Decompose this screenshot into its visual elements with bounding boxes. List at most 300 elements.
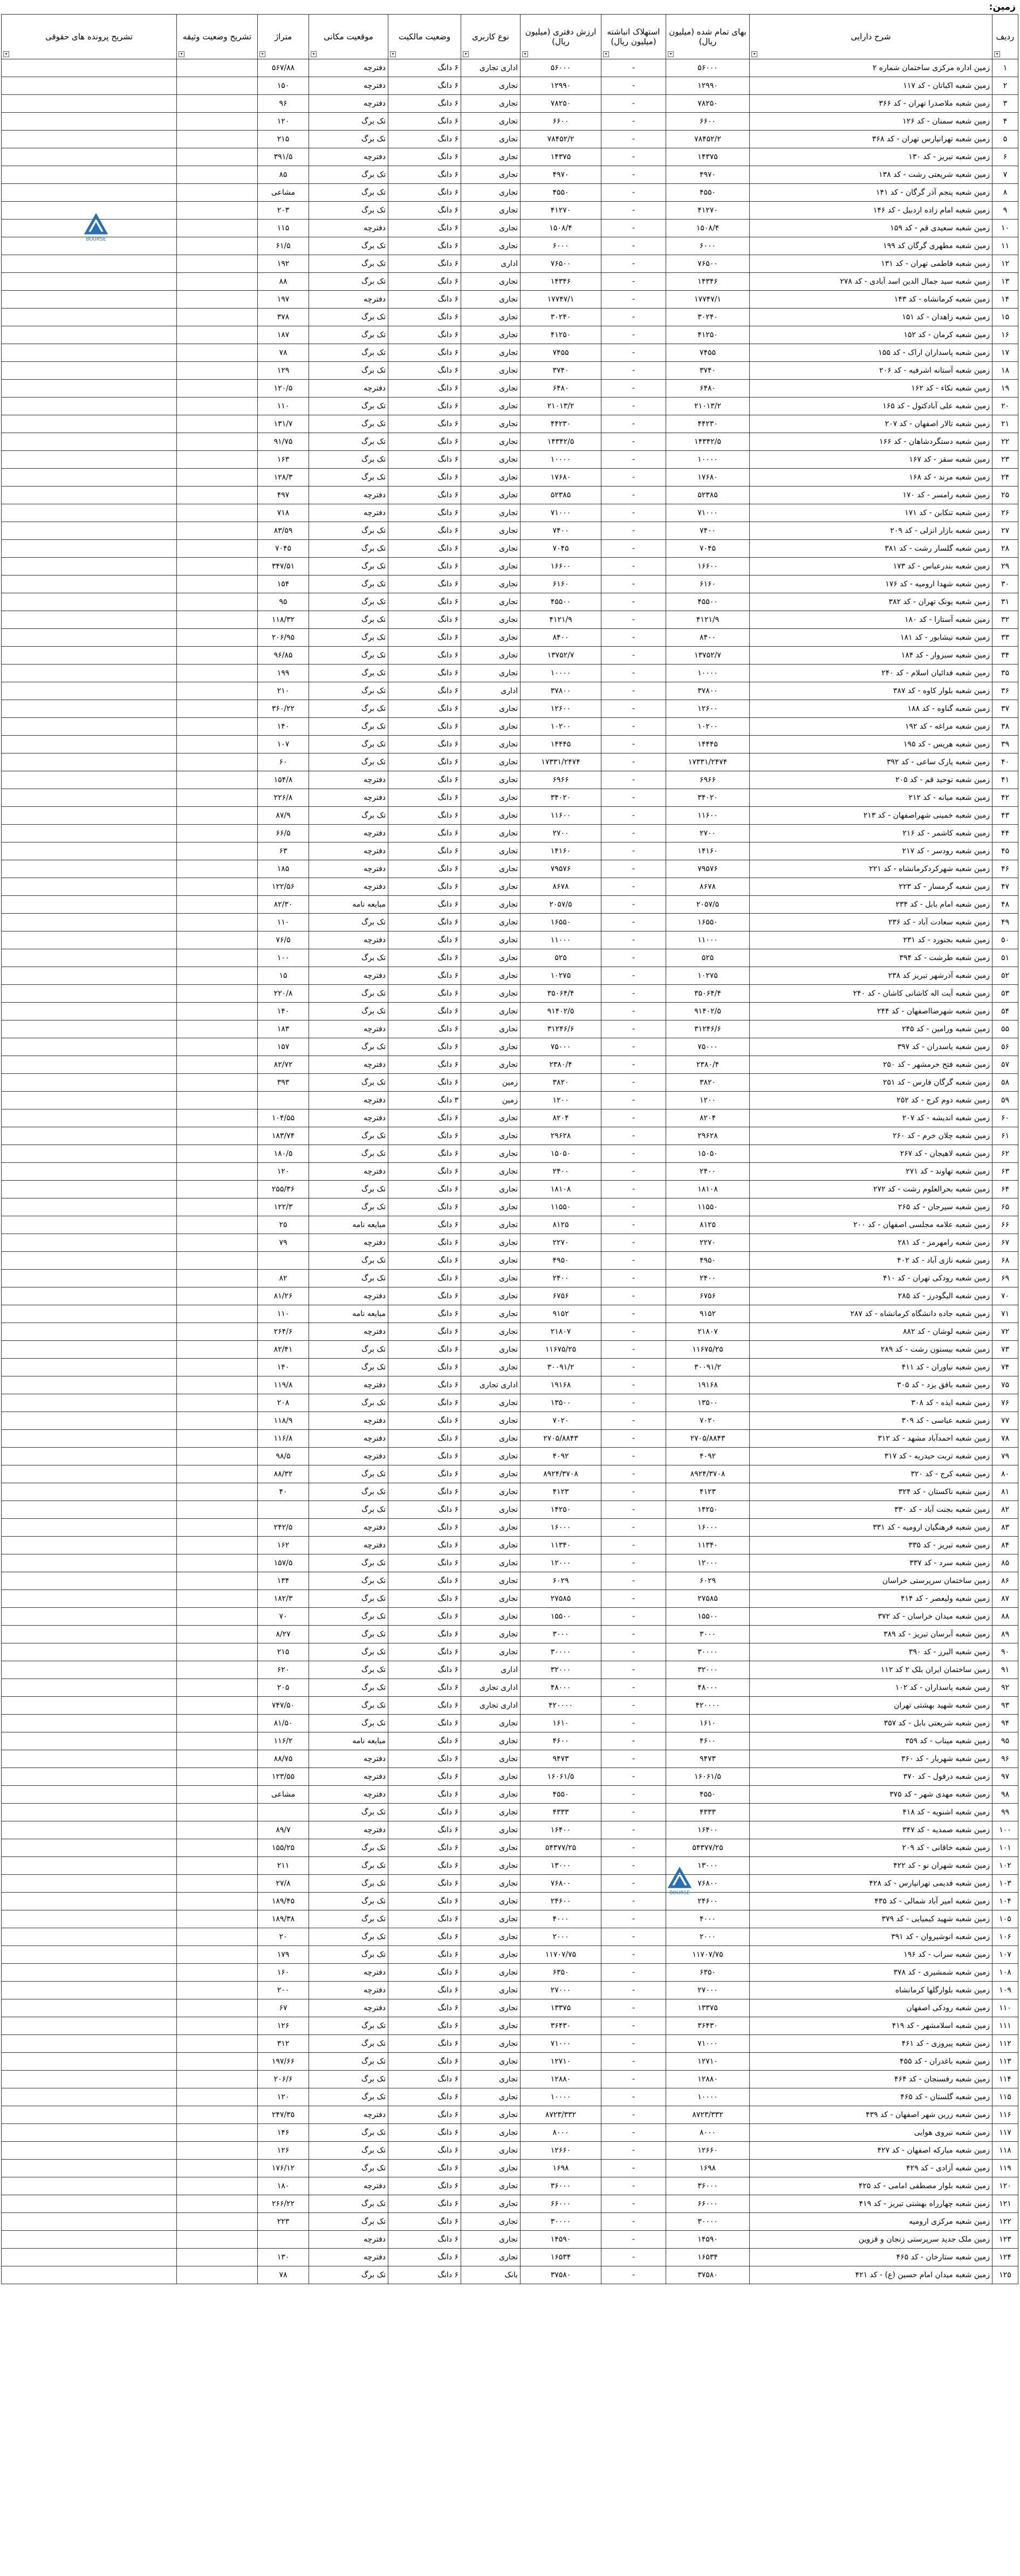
- table-cell: ۶ دانگ: [388, 398, 461, 415]
- table-cell: دفترچه: [309, 860, 388, 878]
- table-cell: -: [601, 398, 666, 415]
- filter-dropdown-icon[interactable]: ▾: [463, 51, 469, 57]
- table-cell: -: [601, 380, 666, 398]
- table-cell: ۳۴۰۲۰: [521, 789, 601, 807]
- table-cell: -: [601, 2124, 666, 2142]
- table-cell: [2, 1127, 177, 1145]
- table-cell: [2, 629, 177, 647]
- table-cell: ۷۴۰۰: [666, 522, 750, 540]
- table-cell: تجاری: [461, 202, 521, 220]
- table-cell: ۱۲۶۶۰: [521, 2142, 601, 2160]
- table-row: [2, 451, 1018, 469]
- table-cell: زمین شعبه صمدیه - کد ۳۴۷: [750, 1821, 992, 1839]
- table-cell: ۱۶۲: [258, 1537, 309, 1554]
- table-cell: تجاری: [461, 1732, 521, 1750]
- table-cell: ۹۶: [992, 1750, 1018, 1768]
- table-cell: ۶ دانگ: [388, 309, 461, 326]
- table-cell: تجاری: [461, 860, 521, 878]
- table-cell: ۱۱۸/۹: [258, 1412, 309, 1430]
- table-cell: ۱۴۵۹۰: [521, 2231, 601, 2249]
- table-cell: ۱۲۰۰۰: [666, 1554, 750, 1572]
- table-cell: ۱۳۰: [258, 2249, 309, 2266]
- table-cell: زمین شعبه ملاصدرا تهران - کد ۳۶۶: [750, 95, 992, 113]
- filter-dropdown-icon[interactable]: ▾: [522, 51, 528, 57]
- table-row: [2, 1679, 1018, 1697]
- table-cell: ۲۲۷۰: [521, 1234, 601, 1252]
- table-cell: [177, 1875, 258, 1893]
- table-cell: ۱۳۵۰۰: [666, 1394, 750, 1412]
- table-cell: ۹۱۴۰۲/۵: [666, 1003, 750, 1020]
- table-cell: زمین شعبه تنکابن - کد ۱۷۱: [750, 504, 992, 522]
- table-cell: ۱۷۹: [258, 1946, 309, 1964]
- table-cell: ۹۳: [992, 1697, 1018, 1715]
- table-cell: [2, 1768, 177, 1786]
- table-cell: ۴۳: [992, 807, 1018, 825]
- table-cell: ۶ دانگ: [388, 1020, 461, 1038]
- table-cell: [177, 273, 258, 291]
- table-cell: [2, 1465, 177, 1483]
- table-cell: ۸۹/۷: [258, 1821, 309, 1839]
- table-cell: ۷۸۴۵۲/۲: [521, 131, 601, 148]
- table-row: [2, 700, 1018, 718]
- table-cell: ۱۶۵۳۴: [521, 2249, 601, 2266]
- table-cell: -: [601, 2017, 666, 2035]
- table-cell: تجاری: [461, 1252, 521, 1270]
- table-cell: ۵۴: [992, 1003, 1018, 1020]
- table-cell: تجاری: [461, 736, 521, 753]
- table-cell: ۶ دانگ: [388, 807, 461, 825]
- table-cell: ۶۰۰۰: [521, 237, 601, 255]
- table-row: [2, 540, 1018, 558]
- filter-dropdown-icon[interactable]: ▾: [311, 51, 317, 57]
- table-cell: تک برگ: [309, 576, 388, 593]
- table-cell: [2, 1020, 177, 1038]
- table-cell: ۱۱۶۷۵/۲۵: [521, 1341, 601, 1359]
- table-cell: زمین شعبه امیر آباد شمالی - کد ۴۳۵: [750, 1893, 992, 1910]
- table-cell: [2, 1661, 177, 1679]
- table-cell: -: [601, 504, 666, 522]
- table-cell: [177, 1038, 258, 1056]
- table-cell: ۱۱۶: [992, 2106, 1018, 2124]
- table-cell: -: [601, 682, 666, 700]
- table-cell: ۲۰۸: [258, 1394, 309, 1412]
- table-cell: [2, 1910, 177, 1928]
- table-cell: ۵۴۳۷۷/۲۵: [666, 1839, 750, 1857]
- table-cell: ۱۴۱۶۰: [666, 842, 750, 860]
- table-cell: ۹۱: [992, 1661, 1018, 1679]
- table-cell: ۶ دانگ: [388, 1074, 461, 1092]
- table-cell: [2, 878, 177, 896]
- table-cell: ۷۶/۵: [258, 931, 309, 949]
- table-cell: تک برگ: [309, 1875, 388, 1893]
- filter-dropdown-icon[interactable]: ▾: [390, 51, 396, 57]
- table-cell: ۶ دانگ: [388, 1287, 461, 1305]
- table-cell: ۶ دانگ: [388, 1893, 461, 1910]
- table-cell: تجاری: [461, 1982, 521, 1999]
- table-cell: ۱۲۲/۵۶: [258, 878, 309, 896]
- table-row: [2, 2213, 1018, 2231]
- table-cell: ۳۲۰۰۰: [521, 1661, 601, 1679]
- table-cell: ۵۲۳۸۵: [521, 487, 601, 504]
- table-cell: [2, 931, 177, 949]
- table-cell: [2, 1501, 177, 1519]
- table-row: [2, 2231, 1018, 2249]
- table-cell: -: [601, 1465, 666, 1483]
- table-cell: دفترچه: [309, 2106, 388, 2124]
- table-cell: -: [601, 1590, 666, 1608]
- table-cell: ۶۷۵۶: [521, 1287, 601, 1305]
- table-cell: ۶: [992, 148, 1018, 166]
- table-cell: ۷۸: [992, 1430, 1018, 1448]
- table-cell: [177, 2035, 258, 2053]
- table-cell: ۱۲۶: [258, 2142, 309, 2160]
- table-cell: -: [601, 522, 666, 540]
- table-row: [2, 2017, 1018, 2035]
- table-cell: تجاری: [461, 237, 521, 255]
- table-cell: ۴۶۰۰: [666, 1732, 750, 1750]
- table-cell: تجاری: [461, 2071, 521, 2088]
- table-cell: [2, 1198, 177, 1216]
- table-cell: تجاری: [461, 1626, 521, 1643]
- table-cell: ۲۹: [992, 558, 1018, 576]
- table-cell: ۶۸: [992, 1252, 1018, 1270]
- table-cell: ۶ دانگ: [388, 326, 461, 344]
- table-cell: زمین شعبه اکباتان - کد ۱۱۷: [750, 77, 992, 95]
- table-cell: زمین شعبه احمدآباد مشهد - کد ۳۱۲: [750, 1430, 992, 1448]
- table-cell: دفترچه: [309, 1519, 388, 1537]
- table-cell: تجاری: [461, 362, 521, 380]
- table-cell: زمین شعبه رودسر - کد ۲۱۷: [750, 842, 992, 860]
- table-cell: ۱۲۶۶۰: [666, 2142, 750, 2160]
- table-cell: تجاری: [461, 291, 521, 309]
- table-cell: زمین شعبه باغدران - کد ۴۵۵: [750, 2053, 992, 2071]
- table-cell: زمین شعبه رودکی تهران - کد ۴۱۰: [750, 1270, 992, 1287]
- table-cell: -: [601, 1163, 666, 1181]
- table-cell: -: [601, 1804, 666, 1821]
- table-cell: [2, 1038, 177, 1056]
- table-cell: -: [601, 985, 666, 1003]
- table-cell: تجاری: [461, 2160, 521, 2177]
- table-cell: ۱۱۶۰۰: [666, 807, 750, 825]
- table-cell: ۱۳۷۵۲/۷: [666, 647, 750, 664]
- filter-dropdown-icon[interactable]: ▾: [994, 51, 1000, 57]
- table-cell: ۲۵۵/۳۶: [258, 1181, 309, 1198]
- filter-dropdown-icon[interactable]: ▾: [3, 51, 9, 57]
- table-cell: [177, 362, 258, 380]
- filter-dropdown-icon[interactable]: ▾: [179, 51, 184, 57]
- column-header: [461, 15, 521, 59]
- table-cell: [177, 1483, 258, 1501]
- table-cell: ۱۱۸: [992, 2142, 1018, 2160]
- table-cell: ۶ دانگ: [388, 95, 461, 113]
- table-cell: ۶۹۶۶: [521, 771, 601, 789]
- table-cell: [177, 1216, 258, 1234]
- table-cell: تجاری: [461, 344, 521, 362]
- table-cell: ۴۹۵۰: [521, 1252, 601, 1270]
- table-cell: -: [601, 1875, 666, 1893]
- table-cell: [177, 1519, 258, 1537]
- table-cell: زمین شعبه عباسی - کد ۳۰۹: [750, 1412, 992, 1430]
- table-cell: تک برگ: [309, 522, 388, 540]
- table-cell: ۱۵۰۸/۴: [666, 220, 750, 237]
- table-row: [2, 166, 1018, 184]
- table-cell: تجاری: [461, 2106, 521, 2124]
- filter-dropdown-icon[interactable]: ▾: [259, 51, 265, 57]
- table-cell: تجاری: [461, 789, 521, 807]
- table-cell: ۱۱۷: [992, 2124, 1018, 2142]
- table-cell: تجاری: [461, 1216, 521, 1234]
- table-cell: ۶ دانگ: [388, 1875, 461, 1893]
- table-cell: ۶ دانگ: [388, 1305, 461, 1323]
- table-cell: -: [601, 1412, 666, 1430]
- table-cell: ۱۳: [992, 273, 1018, 291]
- table-cell: دفترچه: [309, 1448, 388, 1465]
- table-cell: ۸۲/۳۰: [258, 896, 309, 914]
- table-cell: ۳۶۰۰۰: [521, 2177, 601, 2195]
- table-row: [2, 1982, 1018, 1999]
- table-cell: ۸۱/۵۰: [258, 1715, 309, 1732]
- table-cell: -: [601, 487, 666, 504]
- table-cell: ۳۰۲۴۰: [521, 309, 601, 326]
- table-cell: ۶ دانگ: [388, 2213, 461, 2231]
- table-cell: ۱۲۶۰۰: [666, 700, 750, 718]
- table-cell: [177, 398, 258, 415]
- table-cell: ۷۴۰۰: [521, 522, 601, 540]
- table-cell: تک برگ: [309, 949, 388, 967]
- table-row: [2, 2124, 1018, 2142]
- table-cell: ۴۲: [992, 789, 1018, 807]
- table-cell: تک برگ: [309, 113, 388, 131]
- table-cell: ۴۲۰۰۰۰: [521, 1697, 601, 1715]
- table-row: [2, 718, 1018, 736]
- table-cell: -: [601, 664, 666, 682]
- table-row: [2, 1697, 1018, 1715]
- table-cell: -: [601, 1679, 666, 1697]
- table-row: [2, 1216, 1018, 1234]
- table-cell: تک برگ: [309, 1181, 388, 1198]
- table-cell: ۱۰۶: [992, 1928, 1018, 1946]
- table-cell: ۴۱۲۷۰: [666, 202, 750, 220]
- table-cell: ۶۹: [992, 1270, 1018, 1287]
- table-cell: [2, 504, 177, 522]
- table-cell: ۴۱۲۳: [666, 1483, 750, 1501]
- table-cell: ۶ دانگ: [388, 1198, 461, 1216]
- table-cell: ۶ دانگ: [388, 2106, 461, 2124]
- table-cell: ۴۸: [992, 896, 1018, 914]
- table-cell: زمین شعبه بندرعباس - کد ۱۷۳: [750, 558, 992, 576]
- table-cell: تجاری: [461, 2035, 521, 2053]
- table-cell: ۶ دانگ: [388, 202, 461, 220]
- table-cell: ۶ دانگ: [388, 949, 461, 967]
- table-row: [2, 807, 1018, 825]
- table-cell: -: [601, 1394, 666, 1412]
- table-cell: [2, 1341, 177, 1359]
- table-cell: تک برگ: [309, 1804, 388, 1821]
- table-cell: زمین شعبه مطهری گرگان کد ۱۹۹: [750, 237, 992, 255]
- bourse-logo-icon: [80, 213, 112, 245]
- table-cell: -: [601, 736, 666, 753]
- table-cell: ۹۱۴۰۲/۵: [521, 1003, 601, 1020]
- table-cell: ۶ دانگ: [388, 2035, 461, 2053]
- table-cell: مبایعه نامه: [309, 896, 388, 914]
- table-cell: [177, 1448, 258, 1465]
- table-cell: زمین شعبه آیت اله کاشانی کاشان - کد ۲۴۰: [750, 985, 992, 1003]
- table-cell: زمین شعبه نیاوران - کد ۴۱۱: [750, 1359, 992, 1376]
- table-cell: ۸۷/۹: [258, 807, 309, 825]
- table-cell: [2, 1626, 177, 1643]
- table-cell: ۶ دانگ: [388, 1626, 461, 1643]
- column-header: [521, 15, 601, 59]
- table-cell: زمین شعبه رامسر - کد ۱۷۰: [750, 487, 992, 504]
- table-cell: [2, 576, 177, 593]
- table-row: [2, 2088, 1018, 2106]
- table-cell: [2, 1163, 177, 1181]
- table-cell: ۷۴۵۵: [666, 344, 750, 362]
- table-cell: تجاری: [461, 1127, 521, 1145]
- table-cell: -: [601, 2106, 666, 2124]
- table-cell: ۲۴: [992, 469, 1018, 487]
- table-cell: ۱۵: [992, 309, 1018, 326]
- table-cell: ۶ دانگ: [388, 1412, 461, 1430]
- table-cell: ۲۱: [992, 415, 1018, 433]
- table-cell: [177, 629, 258, 647]
- table-cell: ۱۵۷: [258, 1038, 309, 1056]
- table-cell: [177, 1305, 258, 1323]
- table-cell: زمین ملک جدید سرپرستی زنجان و قزوین: [750, 2231, 992, 2249]
- table-cell: ۲۶: [992, 504, 1018, 522]
- table-cell: ۱۶۶۰۰: [666, 558, 750, 576]
- filter-dropdown-icon[interactable]: ▾: [603, 51, 609, 57]
- table-cell: ۲۰: [992, 398, 1018, 415]
- table-cell: زمین شعبه آستانه اشرفیه - کد ۲۰۶: [750, 362, 992, 380]
- table-cell: ۴۵۵۰: [521, 1786, 601, 1804]
- table-cell: ۶ دانگ: [388, 220, 461, 237]
- table-cell: ۱۲: [992, 255, 1018, 273]
- table-cell: ۲۴۲/۵: [258, 1519, 309, 1537]
- table-cell: ۸۹۲۴/۳۷۰۸: [666, 1465, 750, 1483]
- table-cell: زمین شعبه زرین شهر اصفهان - کد ۴۳۹: [750, 2106, 992, 2124]
- table-row: [2, 59, 1018, 77]
- table-cell: -: [601, 362, 666, 380]
- table-row: [2, 736, 1018, 753]
- table-cell: [177, 576, 258, 593]
- table-cell: ۶ دانگ: [388, 789, 461, 807]
- table-cell: تک برگ: [309, 1483, 388, 1501]
- table-cell: ۶ دانگ: [388, 2195, 461, 2213]
- table-cell: ۲۷: [992, 522, 1018, 540]
- table-cell: ۳۱۲۴۶/۶: [521, 1020, 601, 1038]
- table-cell: ۹۴۷۳: [666, 1750, 750, 1768]
- table-cell: [177, 664, 258, 682]
- table-cell: ۱۸۹/۳۸: [258, 1910, 309, 1928]
- filter-dropdown-icon[interactable]: ▾: [668, 51, 674, 57]
- table-cell: ۶ دانگ: [388, 2017, 461, 2035]
- table-cell: دفترچه: [309, 77, 388, 95]
- table-cell: ۵۹: [992, 1092, 1018, 1109]
- table-cell: ۱۱۹/۸: [258, 1376, 309, 1394]
- table-cell: -: [601, 878, 666, 896]
- table-cell: تک برگ: [309, 1715, 388, 1732]
- table-cell: -: [601, 166, 666, 184]
- table-cell: تجاری: [461, 148, 521, 166]
- table-cell: ۸۴: [992, 1537, 1018, 1554]
- table-cell: ۶ دانگ: [388, 1661, 461, 1679]
- table-cell: [177, 113, 258, 131]
- table-cell: -: [601, 344, 666, 362]
- table-row: [2, 1875, 1018, 1893]
- table-cell: ۱۲۰: [992, 2177, 1018, 2195]
- table-cell: تک برگ: [309, 202, 388, 220]
- table-cell: تجاری: [461, 664, 521, 682]
- table-cell: زمین شعبه سمنان - کد ۱۲۶: [750, 113, 992, 131]
- table-row: [2, 1590, 1018, 1608]
- column-header-label: نوع کاربری: [472, 32, 509, 42]
- table-cell: ۲۱۱: [258, 1857, 309, 1875]
- table-cell: ۱۶۵۵۰: [666, 914, 750, 931]
- table-cell: اداری تجاری: [461, 59, 521, 77]
- table-cell: ۱۸۷: [258, 326, 309, 344]
- table-cell: ۱۲۰۰: [666, 1092, 750, 1109]
- table-cell: دفترچه: [309, 789, 388, 807]
- table-cell: ۱۱۰: [258, 1305, 309, 1323]
- table-cell: تجاری: [461, 1910, 521, 1928]
- table-cell: ۳۱۲۴۶/۶: [666, 1020, 750, 1038]
- filter-dropdown-icon[interactable]: ▾: [751, 51, 757, 57]
- table-cell: ۱۹۲: [258, 255, 309, 273]
- table-cell: [2, 1750, 177, 1768]
- table-cell: ۹۴: [992, 1715, 1018, 1732]
- table-cell: ۶ دانگ: [388, 2071, 461, 2088]
- table-cell: [2, 326, 177, 344]
- table-cell: ۹۱۵۲: [666, 1305, 750, 1323]
- table-cell: [2, 1839, 177, 1857]
- table-cell: -: [601, 2160, 666, 2177]
- table-cell: ۴۰۹۲: [666, 1448, 750, 1465]
- table-row: [2, 2195, 1018, 2213]
- table-cell: [177, 1234, 258, 1252]
- column-header: [992, 15, 1018, 59]
- table-cell: ۶ دانگ: [388, 611, 461, 629]
- table-row: [2, 487, 1018, 504]
- table-cell: -: [601, 1821, 666, 1839]
- table-cell: ۱۰۰۰۰: [666, 664, 750, 682]
- table-cell: [2, 1786, 177, 1804]
- table-cell: تک برگ: [309, 1661, 388, 1679]
- table-cell: ۶ دانگ: [388, 771, 461, 789]
- table-cell: -: [601, 1003, 666, 1020]
- assets-table: [1, 14, 1018, 2284]
- table-cell: ۱۹۹: [258, 664, 309, 682]
- table-cell: -: [601, 1964, 666, 1982]
- table-cell: ۳۷۴۰: [666, 362, 750, 380]
- table-cell: [2, 1732, 177, 1750]
- table-cell: [177, 1750, 258, 1768]
- table-cell: ۶ دانگ: [388, 718, 461, 736]
- table-cell: ۶ دانگ: [388, 593, 461, 611]
- table-cell: ۱۱۰: [258, 398, 309, 415]
- table-cell: زمین شعبه میناب - کد ۳۵۹: [750, 1732, 992, 1750]
- table-cell: تک برگ: [309, 2035, 388, 2053]
- table-cell: ۶ دانگ: [388, 1786, 461, 1804]
- table-cell: -: [601, 1572, 666, 1590]
- table-row: [2, 1910, 1018, 1928]
- table-cell: ۱۴۲۵۰: [666, 1501, 750, 1519]
- table-cell: [177, 1092, 258, 1109]
- table-cell: [2, 77, 177, 95]
- table-cell: ۱۶۰۶۱/۵: [666, 1768, 750, 1786]
- table-cell: تجاری: [461, 949, 521, 967]
- table-cell: تک برگ: [309, 611, 388, 629]
